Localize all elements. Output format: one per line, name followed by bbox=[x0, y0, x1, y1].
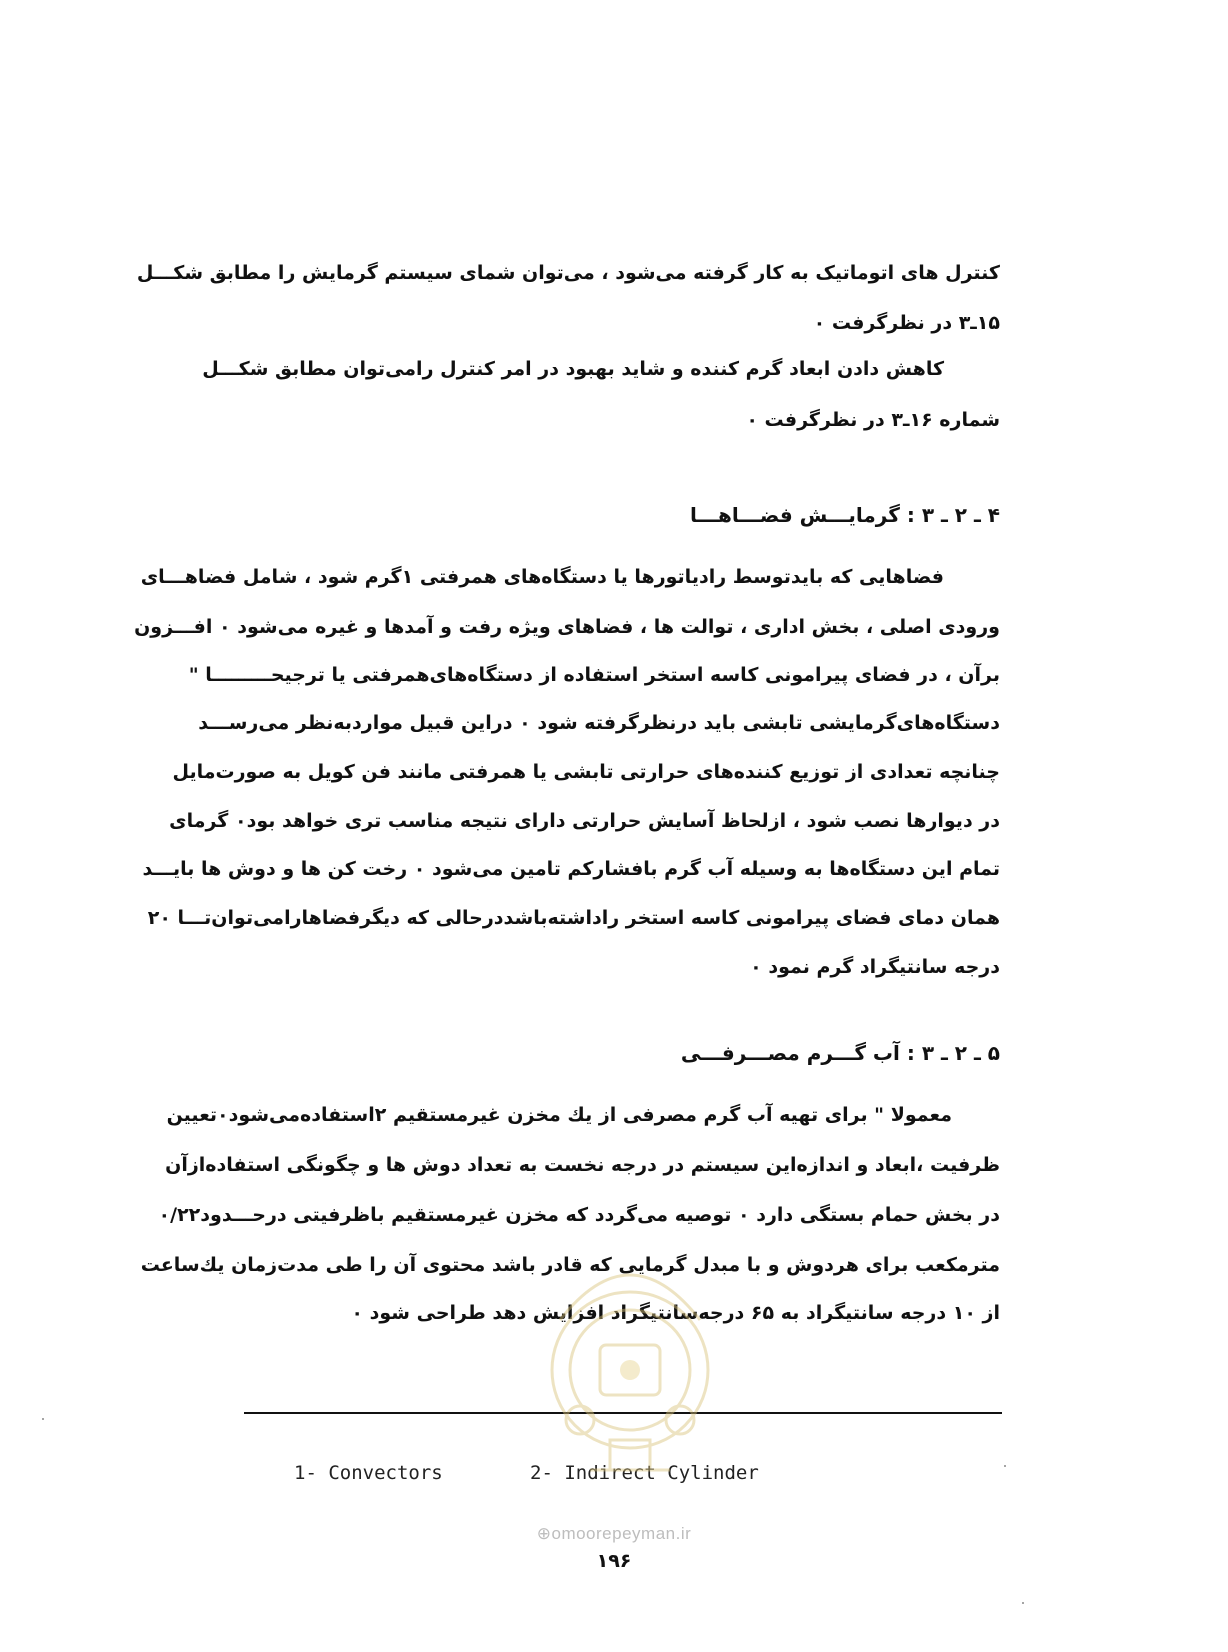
paragraph-line: دستگاه‌های‌گرمایشی تابشی باید درنظرگرفته شود ۰ دراین قبیل مواردبه‌نظر می‌رســـد bbox=[198, 712, 1000, 734]
paragraph-line: در بخش حمام بستگی دارد ۰ توصیه می‌گردد که مخزن غیرمستقیم باظرفیتی درحـــدود۰/۲۲ bbox=[158, 1204, 1000, 1226]
scan-speck bbox=[1022, 1602, 1024, 1604]
paragraph-line: کاهش دادن ابعاد گرم کننده و شاید بهبود در امر کنترل رامی‌توان مطابق شکـــل bbox=[202, 358, 944, 380]
scan-speck bbox=[42, 1418, 44, 1420]
paragraph-line: شماره ۱۶ـ۳ در نظرگرفت ۰ bbox=[746, 409, 1000, 431]
paragraph-line: ظرفیت ،ابعاد و اندازه‌این سیستم در درجه نخست به تعداد دوش ها و چگونگی استفاده‌ازآن bbox=[165, 1154, 1000, 1176]
paragraph-line: چنانچه تعدادی از توزیع کننده‌های حرارتی تابشی یا همرفتی مانند فن کویل به صورت‌مایل bbox=[172, 761, 1000, 783]
paragraph-line: فضاهایی که بایدتوسط رادیاتورها یا دستگاه‌های همرفتی ۱گرم شود ، شامل فضاهـــای bbox=[140, 566, 944, 588]
paragraph-line: درجه سانتیگراد گرم نمود ۰ bbox=[750, 956, 1000, 978]
paragraph-line: ۱۵ـ۳ در نظرگرفت ۰ bbox=[813, 312, 1000, 334]
paragraph-line: در دیوارها نصب شود ، ازلحاظ آسایش حرارتی دارای نتیجه مناسب تری خواهد بود۰ گرمای bbox=[169, 810, 1000, 832]
paragraph-line: معمولا " برای تهیه آب گرم مصرفی از یك مخزن غیرمستقیم ۲استفاده‌می‌شود۰تعیین bbox=[166, 1104, 952, 1126]
paragraph-line: از ۱۰ درجه سانتیگراد به ۶۵ درجه‌سانتیگراد افزایش دهد طراحی شود ۰ bbox=[351, 1302, 1000, 1324]
footnote-2: 2- Indirect Cylinder bbox=[530, 1462, 759, 1484]
paragraph-line: برآن ، در فضای پیرامونی کاسه استخر استفاده از دستگاه‌های‌همرفتی یا ترجیحـــــــــا " bbox=[188, 664, 1000, 686]
footnote-separator bbox=[244, 1412, 1002, 1414]
paragraph-line: ورودی اصلی ، بخش اداری ، توالت ها ، فضاهای ویژه رفت و آمدها و غیره می‌شود ۰ افـــزون bbox=[134, 616, 1000, 638]
paragraph-line: همان دمای فضای پیرامونی کاسه استخر راداشته‌باشددرحالی که دیگرفضاهارامی‌توان‌تـــا ۲۰ bbox=[147, 907, 1000, 929]
paragraph-line: مترمکعب برای هردوش و با مبدل گرمایی که قادر باشد محتوی آن را طی مدت‌زمان یك‌ساعت bbox=[140, 1254, 1000, 1276]
watermark-globe-icon: ⊕ bbox=[536, 1524, 552, 1543]
scan-speck bbox=[1004, 1465, 1006, 1467]
footnote-1: 1- Convectors bbox=[294, 1462, 443, 1484]
paragraph-line: تمام این دستگاه‌ها به وسیله آب گرم بافشارکم تامین می‌شود ۰ رخت کن ها و دوش ها بایـــد bbox=[142, 858, 1000, 880]
section-heading: ۴ ـ ۲ ـ ۳ : گرمایـــش فضـــاهـــا bbox=[689, 503, 1000, 527]
page-number: ۱۹۶ bbox=[596, 1550, 632, 1572]
section-heading: ۵ ـ ۲ ـ ۳ : آب گـــرم مصـــرفـــی bbox=[680, 1041, 1000, 1065]
watermark-url: ⊕omoorepeyman.ir bbox=[536, 1524, 692, 1543]
paragraph-line: کنترل های اتوماتیک به کار گرفته می‌شود ، می‌توان شمای سیستم گرمایش را مطابق شکـــل bbox=[136, 262, 1000, 284]
